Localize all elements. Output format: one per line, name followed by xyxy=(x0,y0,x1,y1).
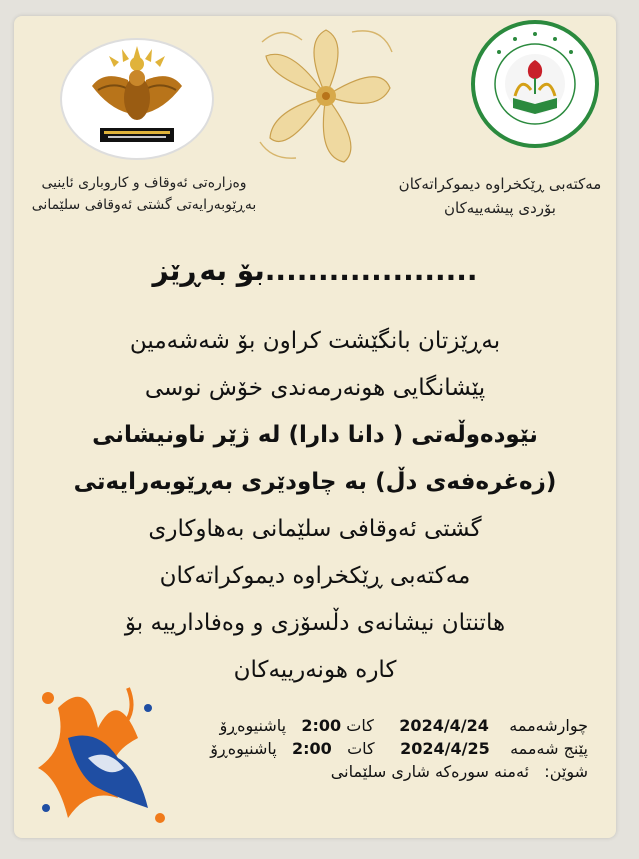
ministry-name xyxy=(14,172,274,216)
body-line: نێودەوڵەتی ( دانا دارا) لە ژێر ناونیشانی xyxy=(92,422,538,448)
location-value: ئەمنە سورەکە شاری سلێمانی xyxy=(330,762,530,781)
schedule-period: پاشنیوەڕۆ xyxy=(210,739,277,758)
location-row xyxy=(164,760,588,783)
schedule xyxy=(164,714,588,783)
schedule-date: 2024/4/25 xyxy=(400,739,490,758)
ministry-logo xyxy=(60,38,214,160)
schedule-day: پێنج شەممە xyxy=(510,739,588,758)
location-label: شوێن: xyxy=(544,762,588,781)
organization-name-line2: بۆردی پیشەییەکان xyxy=(444,199,556,217)
schedule-date: 2024/4/24 xyxy=(399,716,489,735)
kurdistan-eagle-emblem-icon xyxy=(62,40,212,158)
schedule-day: چوارشەممە xyxy=(509,716,588,735)
schedule-period: پاشنیوەڕۆ xyxy=(219,716,287,735)
ministry-name-line1: وەزارەتی ئەوقاف و کاروباری ئاینیی xyxy=(41,175,247,191)
schedule-time-label: کات xyxy=(346,716,374,735)
body-line: کارە هونەرییەکان xyxy=(233,657,397,683)
schedule-time: 2:00 xyxy=(292,739,332,758)
democratic-organizations-emblem-icon xyxy=(475,24,595,144)
invitation-body xyxy=(34,318,596,694)
body-line: هاتنتان نیشانەی دڵسۆزی و وەفادارییە بۆ xyxy=(124,610,506,636)
body-line: (زەغرەفەی دڵ) بە چاودێری بەڕێوبەرایەتی xyxy=(73,469,557,495)
schedule-time: 2:00 xyxy=(301,716,342,735)
body-line: مەکتەبی ڕێکخراوە دیموکراتەکان xyxy=(159,563,471,589)
body-line: پێشانگایی هونەرمەندی خۆش نوسی xyxy=(144,375,486,401)
ministry-name-line2: بەڕێوبەرایەتی گشتی ئەوقافی سلێمانی xyxy=(31,197,257,213)
body-line: گشتی ئەوقافی سلێمانی بەهاوکاری xyxy=(148,516,482,542)
schedule-row xyxy=(164,737,588,760)
body-line: بەڕێزتان بانگێشت کراون بۆ شەشەمین xyxy=(129,328,501,354)
schedule-row xyxy=(164,714,588,737)
organization-name-line1: مەکتەبی ڕێکخراوە دیموکراتەکان xyxy=(398,175,602,193)
organization-name xyxy=(384,172,616,220)
invitation-card xyxy=(14,16,616,838)
salutation: بۆ بەڕێز.................... xyxy=(152,254,478,287)
golden-flower-ornament-icon xyxy=(252,22,400,170)
organization-logo xyxy=(471,20,599,148)
paint-splash-decoration-icon xyxy=(28,668,178,834)
schedule-time-label: کات xyxy=(347,739,375,758)
